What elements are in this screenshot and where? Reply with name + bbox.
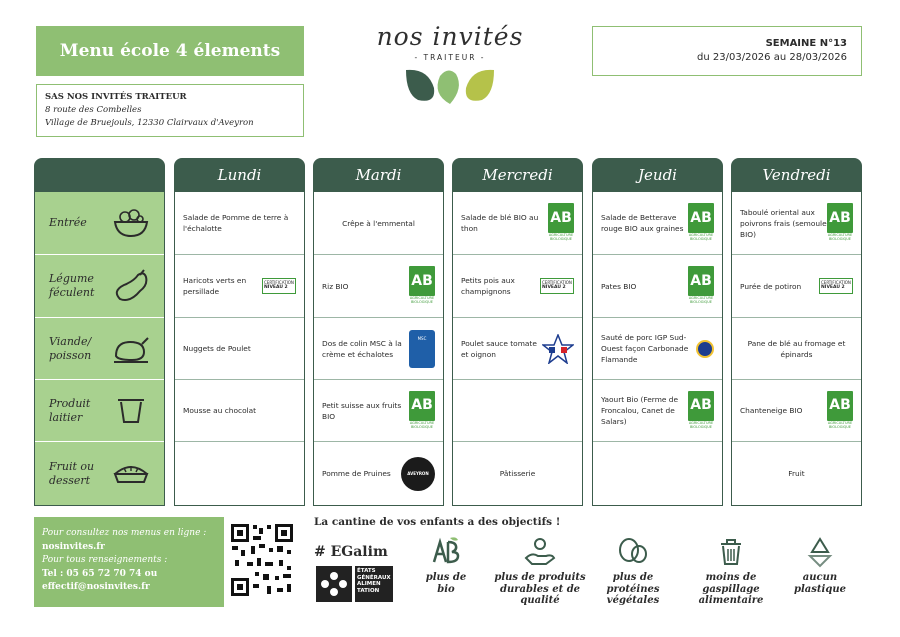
aveyron-text: AVEYRON xyxy=(407,471,429,476)
dish-name: Haricots verts en persillade xyxy=(183,276,247,296)
menu-cell xyxy=(453,192,582,255)
objective-item xyxy=(418,536,474,595)
company-name: SAS NOS INVITÉS TRAITEUR xyxy=(45,92,187,102)
dish-name: Yaourt Bio (Ferme de Froncalou, Canet de Salars) xyxy=(601,395,679,426)
yogurt-cup-icon xyxy=(112,394,150,428)
category-row xyxy=(35,192,164,255)
day-column xyxy=(592,192,723,506)
msc-label-icon xyxy=(409,330,435,368)
menu-cell xyxy=(732,255,861,318)
ab-letters: AB xyxy=(409,266,435,296)
trash-icon xyxy=(715,536,747,568)
week-number: SEMAINE N°13 xyxy=(765,38,847,49)
week-dates: du 23/03/2026 au 28/03/2026 xyxy=(697,52,847,63)
ab-letters: AB xyxy=(688,391,714,421)
consult-text: Pour consultez nos menus en ligne : xyxy=(42,528,207,538)
brand-logo xyxy=(360,22,540,122)
bio-label-icon xyxy=(688,391,714,431)
leaves-icon xyxy=(404,66,496,106)
day-column xyxy=(731,192,862,506)
menu-title: Menu école 4 élements xyxy=(36,26,304,76)
category-label: Entrée xyxy=(49,216,87,229)
ab-text: AGRICULTURE BIOLOGIQUE xyxy=(688,420,714,429)
dish-name: Salade de blé BIO au thon xyxy=(461,213,539,233)
menu-cell xyxy=(732,442,861,505)
category-label: Produit laitier xyxy=(49,396,91,424)
day-header-vendredi: Vendredi xyxy=(731,158,862,192)
menu-cell xyxy=(175,380,304,442)
menu-cell xyxy=(732,380,861,442)
company-address xyxy=(36,84,304,137)
n2-head: CERTIFICATION xyxy=(264,280,294,285)
menu-cell xyxy=(314,255,443,318)
brand-name: nos invités xyxy=(376,22,524,51)
email-address[interactable]: effectif@nosinvites.fr xyxy=(42,582,150,592)
bio-label-icon xyxy=(409,266,435,306)
ab-text: AGRICULTURE BIOLOGIQUE xyxy=(827,233,853,241)
menu-cell xyxy=(314,442,443,505)
menu-cell xyxy=(732,192,861,255)
hand-fruit-icon xyxy=(524,536,556,568)
objective-item xyxy=(790,536,850,595)
category-label: Viande/ poisson xyxy=(49,334,92,362)
menu-cell xyxy=(593,442,722,505)
n2-level: NIVEAU 2 xyxy=(821,285,845,290)
dish-name: Purée de potiron xyxy=(740,281,802,291)
igp-label-icon xyxy=(696,340,714,358)
eggplant-icon xyxy=(112,269,150,303)
menu-cell xyxy=(453,380,582,442)
ab-letters: AB xyxy=(688,266,714,296)
objective-item xyxy=(694,536,768,607)
qr-code-icon xyxy=(229,522,295,598)
etats-text: ÉTATS GÉNÉRAUX ALIMEN TATION xyxy=(355,566,393,602)
ab-text: AGRICULTURE BIOLOGIQUE xyxy=(409,296,435,304)
ab-letters: AB xyxy=(827,203,853,233)
menu-cell xyxy=(453,318,582,380)
dish-name: Nuggets de Poulet xyxy=(183,344,251,353)
menu-cell xyxy=(175,192,304,255)
objective-item xyxy=(598,536,668,607)
dish-name: Crêpe à l'emmental xyxy=(342,218,415,228)
etats-generaux-logo xyxy=(316,566,394,602)
dish-name: Mousse au chocolat xyxy=(183,406,257,415)
dish-name: Chanteneige BIO xyxy=(740,406,803,415)
address-line-1: 8 route des Combelles xyxy=(45,105,142,115)
menu-cell xyxy=(314,192,443,255)
menu-cell xyxy=(593,192,722,255)
category-row xyxy=(35,442,164,505)
dish-name: Pane de blé au fromage et épinards xyxy=(747,338,846,359)
hve-level2-icon xyxy=(819,278,853,294)
dish-name: Pomme de Pruines xyxy=(322,469,391,478)
bio-label-icon xyxy=(409,391,435,431)
dish-name: Poulet sauce tomate et oignon xyxy=(461,338,537,359)
day-header-lundi: Lundi xyxy=(174,158,305,192)
dish-name: Pâtisserie xyxy=(499,469,536,478)
bio-label-icon xyxy=(827,391,853,431)
bio-label-icon xyxy=(688,203,714,243)
pie-icon xyxy=(112,456,150,490)
contact-panel xyxy=(34,517,224,607)
dish-name: Pates BIO xyxy=(601,281,637,291)
dish-name: Taboulé oriental aux poivrons frais (semoule BIO) xyxy=(740,207,827,239)
n2-head: CERTIFICATION xyxy=(821,280,851,285)
objective-label: aucun plastique xyxy=(794,572,846,595)
dish-name: Sauté de porc IGP Sud-Ouest façon Carbonade Flamande xyxy=(601,333,689,364)
beans-icon xyxy=(617,536,649,568)
ab-letters: AB xyxy=(688,203,714,233)
ab-text: AGRICULTURE BIOLOGIQUE xyxy=(548,233,574,241)
menu-cell xyxy=(314,380,443,442)
ab-letters: AB xyxy=(409,391,435,421)
dish-name: Salade de Betterave rouge BIO aux graines xyxy=(601,213,684,233)
objective-label: plus de produits durables et de qualité xyxy=(494,572,586,606)
website-link[interactable]: nosinvites.fr xyxy=(42,541,105,552)
n2-level: NIVEAU 2 xyxy=(264,285,288,290)
objective-item xyxy=(492,536,588,607)
bio-label-icon xyxy=(827,203,853,243)
roast-chicken-icon xyxy=(112,332,150,366)
day-header-mercredi: Mercredi xyxy=(452,158,583,192)
dish-name: Salade de Pomme de terre à l'échalotte xyxy=(183,213,289,233)
ab-text: AGRICULTURE BIOLOGIQUE xyxy=(688,233,714,241)
n2-level: NIVEAU 2 xyxy=(542,285,566,290)
salad-bowl-icon xyxy=(112,206,150,240)
category-row xyxy=(35,255,164,318)
menu-cell xyxy=(453,442,582,505)
bio-label-icon xyxy=(688,266,714,306)
menu-cell xyxy=(732,318,861,380)
hve-level2-icon xyxy=(540,278,574,294)
ab-text: AGRICULTURE BIOLOGIQUE xyxy=(409,420,435,429)
ab-letters: AB xyxy=(548,203,574,233)
egalim-hashtag: # EGalim xyxy=(314,544,388,560)
dish-name: Petit suisse aux fruits BIO xyxy=(322,400,402,421)
phone-number: Tel : 05 65 72 70 74 ou xyxy=(42,568,158,579)
recycle-icon xyxy=(804,536,836,568)
category-row xyxy=(35,318,164,380)
menu-cell xyxy=(314,318,443,380)
category-column xyxy=(34,192,165,506)
ab-letters: AB xyxy=(827,391,853,421)
menu-cell xyxy=(175,442,304,505)
menu-cell xyxy=(453,255,582,318)
menu-cell xyxy=(593,380,722,442)
menu-cell xyxy=(593,318,722,380)
day-column xyxy=(313,192,444,506)
people-icon xyxy=(316,566,352,602)
objectives-title: La cantine de vos enfants a des objectifs ! xyxy=(314,516,561,528)
info-text: Pour tous renseignements : xyxy=(42,555,168,565)
n2-head: CERTIFICATION xyxy=(542,280,572,285)
menu-cell xyxy=(175,318,304,380)
objective-label: moins de gaspillage alimentaire xyxy=(698,572,764,606)
day-column xyxy=(452,192,583,506)
day-header-mardi: Mardi xyxy=(313,158,444,192)
objective-label: plus de bio xyxy=(425,572,467,595)
category-header xyxy=(34,158,165,192)
menu-cell xyxy=(175,255,304,318)
day-column xyxy=(174,192,305,506)
category-label: Fruit ou dessert xyxy=(49,459,95,487)
bio-label-icon xyxy=(548,203,574,243)
week-box xyxy=(592,26,862,76)
objective-label: plus de protéines végétales xyxy=(606,572,660,606)
dish-name: Fruit xyxy=(788,469,805,478)
address-line-2: Village de Bruejouls, 12330 Clairvaux d'Aveyron xyxy=(45,118,254,128)
menu-cell xyxy=(593,255,722,318)
ab-text: AGRICULTURE BIOLOGIQUE xyxy=(827,420,853,429)
ab-leaf-icon xyxy=(430,536,462,568)
dish-name: Petits pois aux champignons xyxy=(461,276,515,296)
brand-subtitle: - TRAITEUR - xyxy=(414,53,486,62)
category-row xyxy=(35,380,164,442)
category-label: Légume féculent xyxy=(49,272,95,299)
ab-text: AGRICULTURE BIOLOGIQUE xyxy=(688,296,714,304)
msc-text: MSC xyxy=(417,335,427,341)
day-header-jeudi: Jeudi xyxy=(592,158,723,192)
aveyron-label-icon xyxy=(401,457,435,491)
volaille-francaise-icon xyxy=(542,334,574,364)
hve-level2-icon xyxy=(262,278,296,294)
dish-name: Dos de colin MSC à la crème et échalotes xyxy=(322,338,402,359)
dish-name: Riz BIO xyxy=(322,281,349,291)
